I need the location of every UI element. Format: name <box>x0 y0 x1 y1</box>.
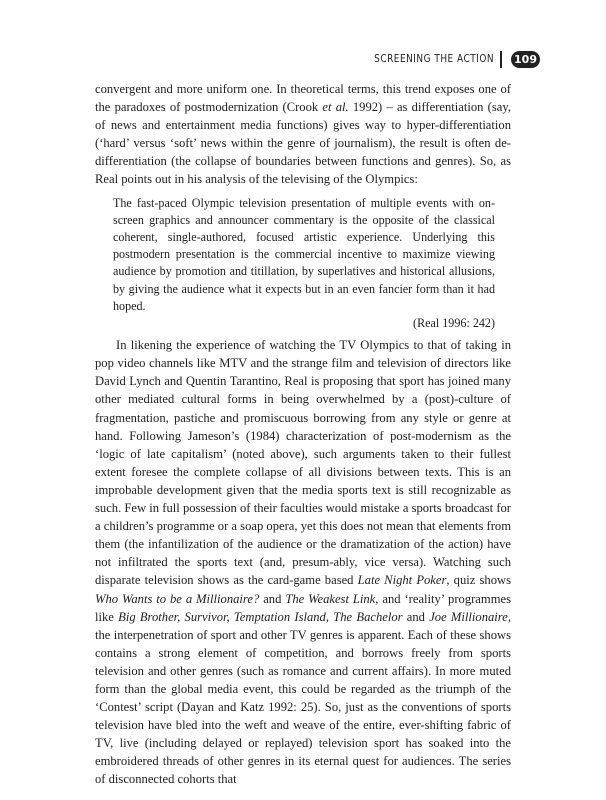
block-quote <box>113 195 495 333</box>
paragraph-2: In likening the experience of watching the TV Olympics to that of taking in pop video channels like MTV and the strange film and television of directors like David Lynch and Quentin Tarantino, Real is proposing that sport has joined many other mediated cultural forms in being overwhelmed by a (post)-culture of fragmentation, pastiche and promiscuous borrowing from any style or genre at hand. Following Jameson’s (1984) characterization of post-modernism as the ‘logic of late capitalism’ (noted above), such arguments taken to their fullest extent foresee the complete collapse of all divisions between texts. This is an improbable development given that the media sports text is still recognizable as such. Few in full possession of their faculties would mistake a sports broadcast for a children’s programme or a soap opera, yet this does not mean that elements from them (the infantilization of the audience or the dramatization of the action) have not infiltrated the sports text (and, presum-ably, vice versa). Watching such disparate television shows as the card-game based Late Night Poker, quiz shows Who Wants to be a Millionaire? and The Weakest Link, and ‘reality’ programmes like Big Brother, Survivor, Temptation Island, The Bachelor and Joe Millionaire, the interpenetration of sport and other TV genres is apparent. Each of these shows contains a strong element of competition, and borrows freely from sports television and other genres (such as romance and current affairs). In more muted form than the global media event, this could be regarded as the triumph of the ‘Contest’ script (Dayan and Katz 1992: 25). So, just as the conventions of sports television have bled into the weft and weave of the entire, ever-shifting fabric of TV, live (including delayed or replayed) television sport has soaked into the embroidered threads of other genres in its eternal quest for audiences. The series of disconnected cohorts that <box>95 338 512 787</box>
page-number: 109 <box>511 51 540 68</box>
header-rule <box>500 51 502 68</box>
quote-citation: (Real 1996: 242) <box>413 315 495 330</box>
paragraph-1: convergent and more uniform one. In theoretical terms, this trend exposes one of the paradoxes of postmodernization (Crook et al. 1992) – as differentiation (say, of news and entertainment media functions) gives way to hyper-differentiation (‘hard’ versus ‘soft’ news within the genre of journalism), the result is often de-differentiation (the collapse of boundaries between functions and genres). So, as Real points out in his analysis of the televising of the Olympics: <box>95 82 511 187</box>
body-text <box>95 80 511 789</box>
running-title: SCREENING THE ACTION <box>374 53 495 65</box>
running-header <box>353 50 540 68</box>
quote-text: The fast-paced Olympic television presentation of multiple events with on-screen graphics and announcer commentary is the opposite of the classical coherent, single-authored, focused artistic experience. Underlying this postmodern presentation is the commercial incentive to maximize viewing audience by promotion and titillation, by superlatives and historical allusions, by giving the audience what it expects but in an even fancier form than it had hoped. <box>113 195 495 313</box>
